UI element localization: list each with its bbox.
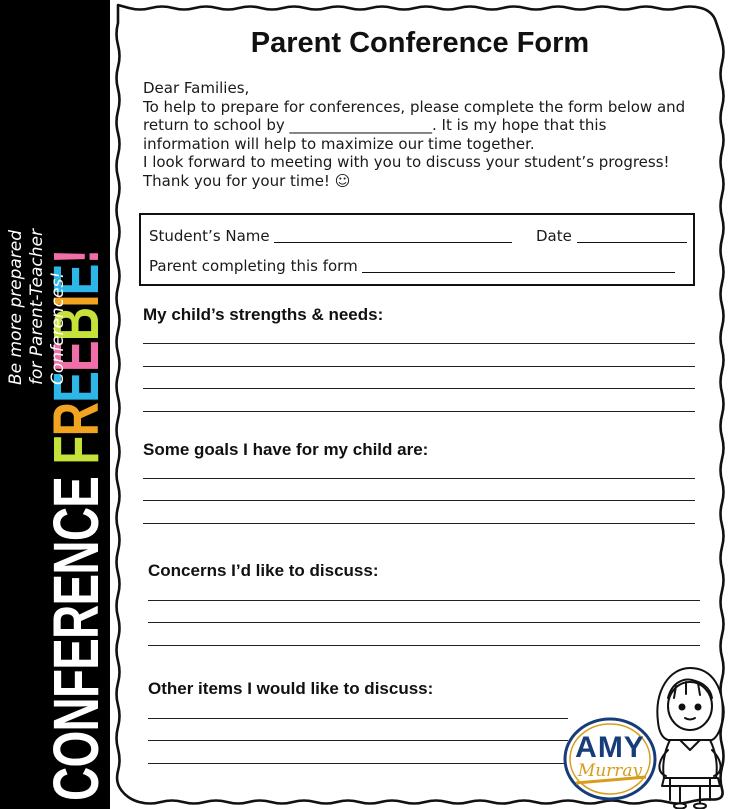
writing-line[interactable] bbox=[143, 343, 695, 344]
writing-line[interactable] bbox=[143, 500, 695, 501]
banner-word-conference: CONFERENCE bbox=[40, 476, 112, 801]
freebie-letter: R bbox=[40, 402, 112, 437]
freebie-letter: E bbox=[40, 264, 112, 296]
logo-amy-text: AMY bbox=[575, 731, 645, 764]
writing-line[interactable] bbox=[148, 718, 568, 719]
intro-letter bbox=[143, 79, 713, 190]
banner-subtitle-line: Be more prepared bbox=[6, 229, 26, 385]
freebie-letter: B bbox=[40, 307, 112, 342]
freebie-letter: I bbox=[40, 295, 112, 308]
freebie-letter: ! bbox=[40, 249, 112, 265]
letter-line: I look forward to meeting with you to discuss your student’s progress! bbox=[143, 153, 670, 171]
amy-murray-logo bbox=[562, 717, 658, 801]
logo-murray-text: Murray bbox=[577, 761, 643, 781]
banner-subtitle-line: for Parent-Teacher bbox=[27, 229, 47, 385]
letter-line: Dear Families, bbox=[143, 79, 250, 97]
parent-row bbox=[149, 257, 675, 275]
banner-subtitle bbox=[6, 5, 69, 385]
date-field[interactable] bbox=[577, 242, 687, 243]
banner-text-rotated bbox=[0, 0, 110, 809]
writing-line[interactable] bbox=[143, 366, 695, 367]
freebie-letter: F bbox=[40, 436, 112, 465]
letter-line: return to school by ___________________. It is my hope that this bbox=[143, 116, 607, 134]
letter-line: To help to prepare for conferences, please complete the form below and bbox=[143, 97, 686, 116]
page-title: Parent Conference Form bbox=[250, 27, 590, 59]
section-other-label: Other items I would like to discuss: bbox=[148, 679, 434, 698]
writing-line[interactable] bbox=[148, 622, 700, 623]
writing-line[interactable] bbox=[148, 740, 568, 741]
section-goals-label: Some goals I have for my child are: bbox=[143, 440, 429, 459]
freebie-letter: E bbox=[40, 371, 112, 403]
student-name-row bbox=[149, 227, 687, 245]
section-strengths-label: My child’s strengths & needs: bbox=[143, 305, 384, 324]
parent-label: Parent completing this form bbox=[149, 257, 358, 275]
writing-line[interactable] bbox=[148, 763, 568, 764]
writing-line[interactable] bbox=[143, 523, 695, 524]
student-name-field[interactable] bbox=[274, 242, 512, 243]
student-name-label: Student’s Name bbox=[149, 227, 270, 245]
writing-line[interactable] bbox=[148, 645, 700, 646]
date-label: Date bbox=[536, 227, 572, 245]
letter-line: Thank you for your time! ☺ bbox=[143, 171, 351, 190]
writing-line[interactable] bbox=[143, 388, 695, 389]
section-concerns-label: Concerns I’d like to discuss: bbox=[148, 561, 379, 580]
writing-line[interactable] bbox=[148, 600, 700, 601]
writing-line[interactable] bbox=[143, 411, 695, 412]
banner-subtitle-line: Conferences! bbox=[48, 271, 68, 385]
freebie-letter: E bbox=[40, 341, 112, 372]
parent-field[interactable] bbox=[362, 272, 675, 273]
student-info-box bbox=[139, 213, 695, 286]
writing-line[interactable] bbox=[143, 478, 695, 479]
letter-line: information will help to maximize our time together. bbox=[143, 134, 535, 153]
